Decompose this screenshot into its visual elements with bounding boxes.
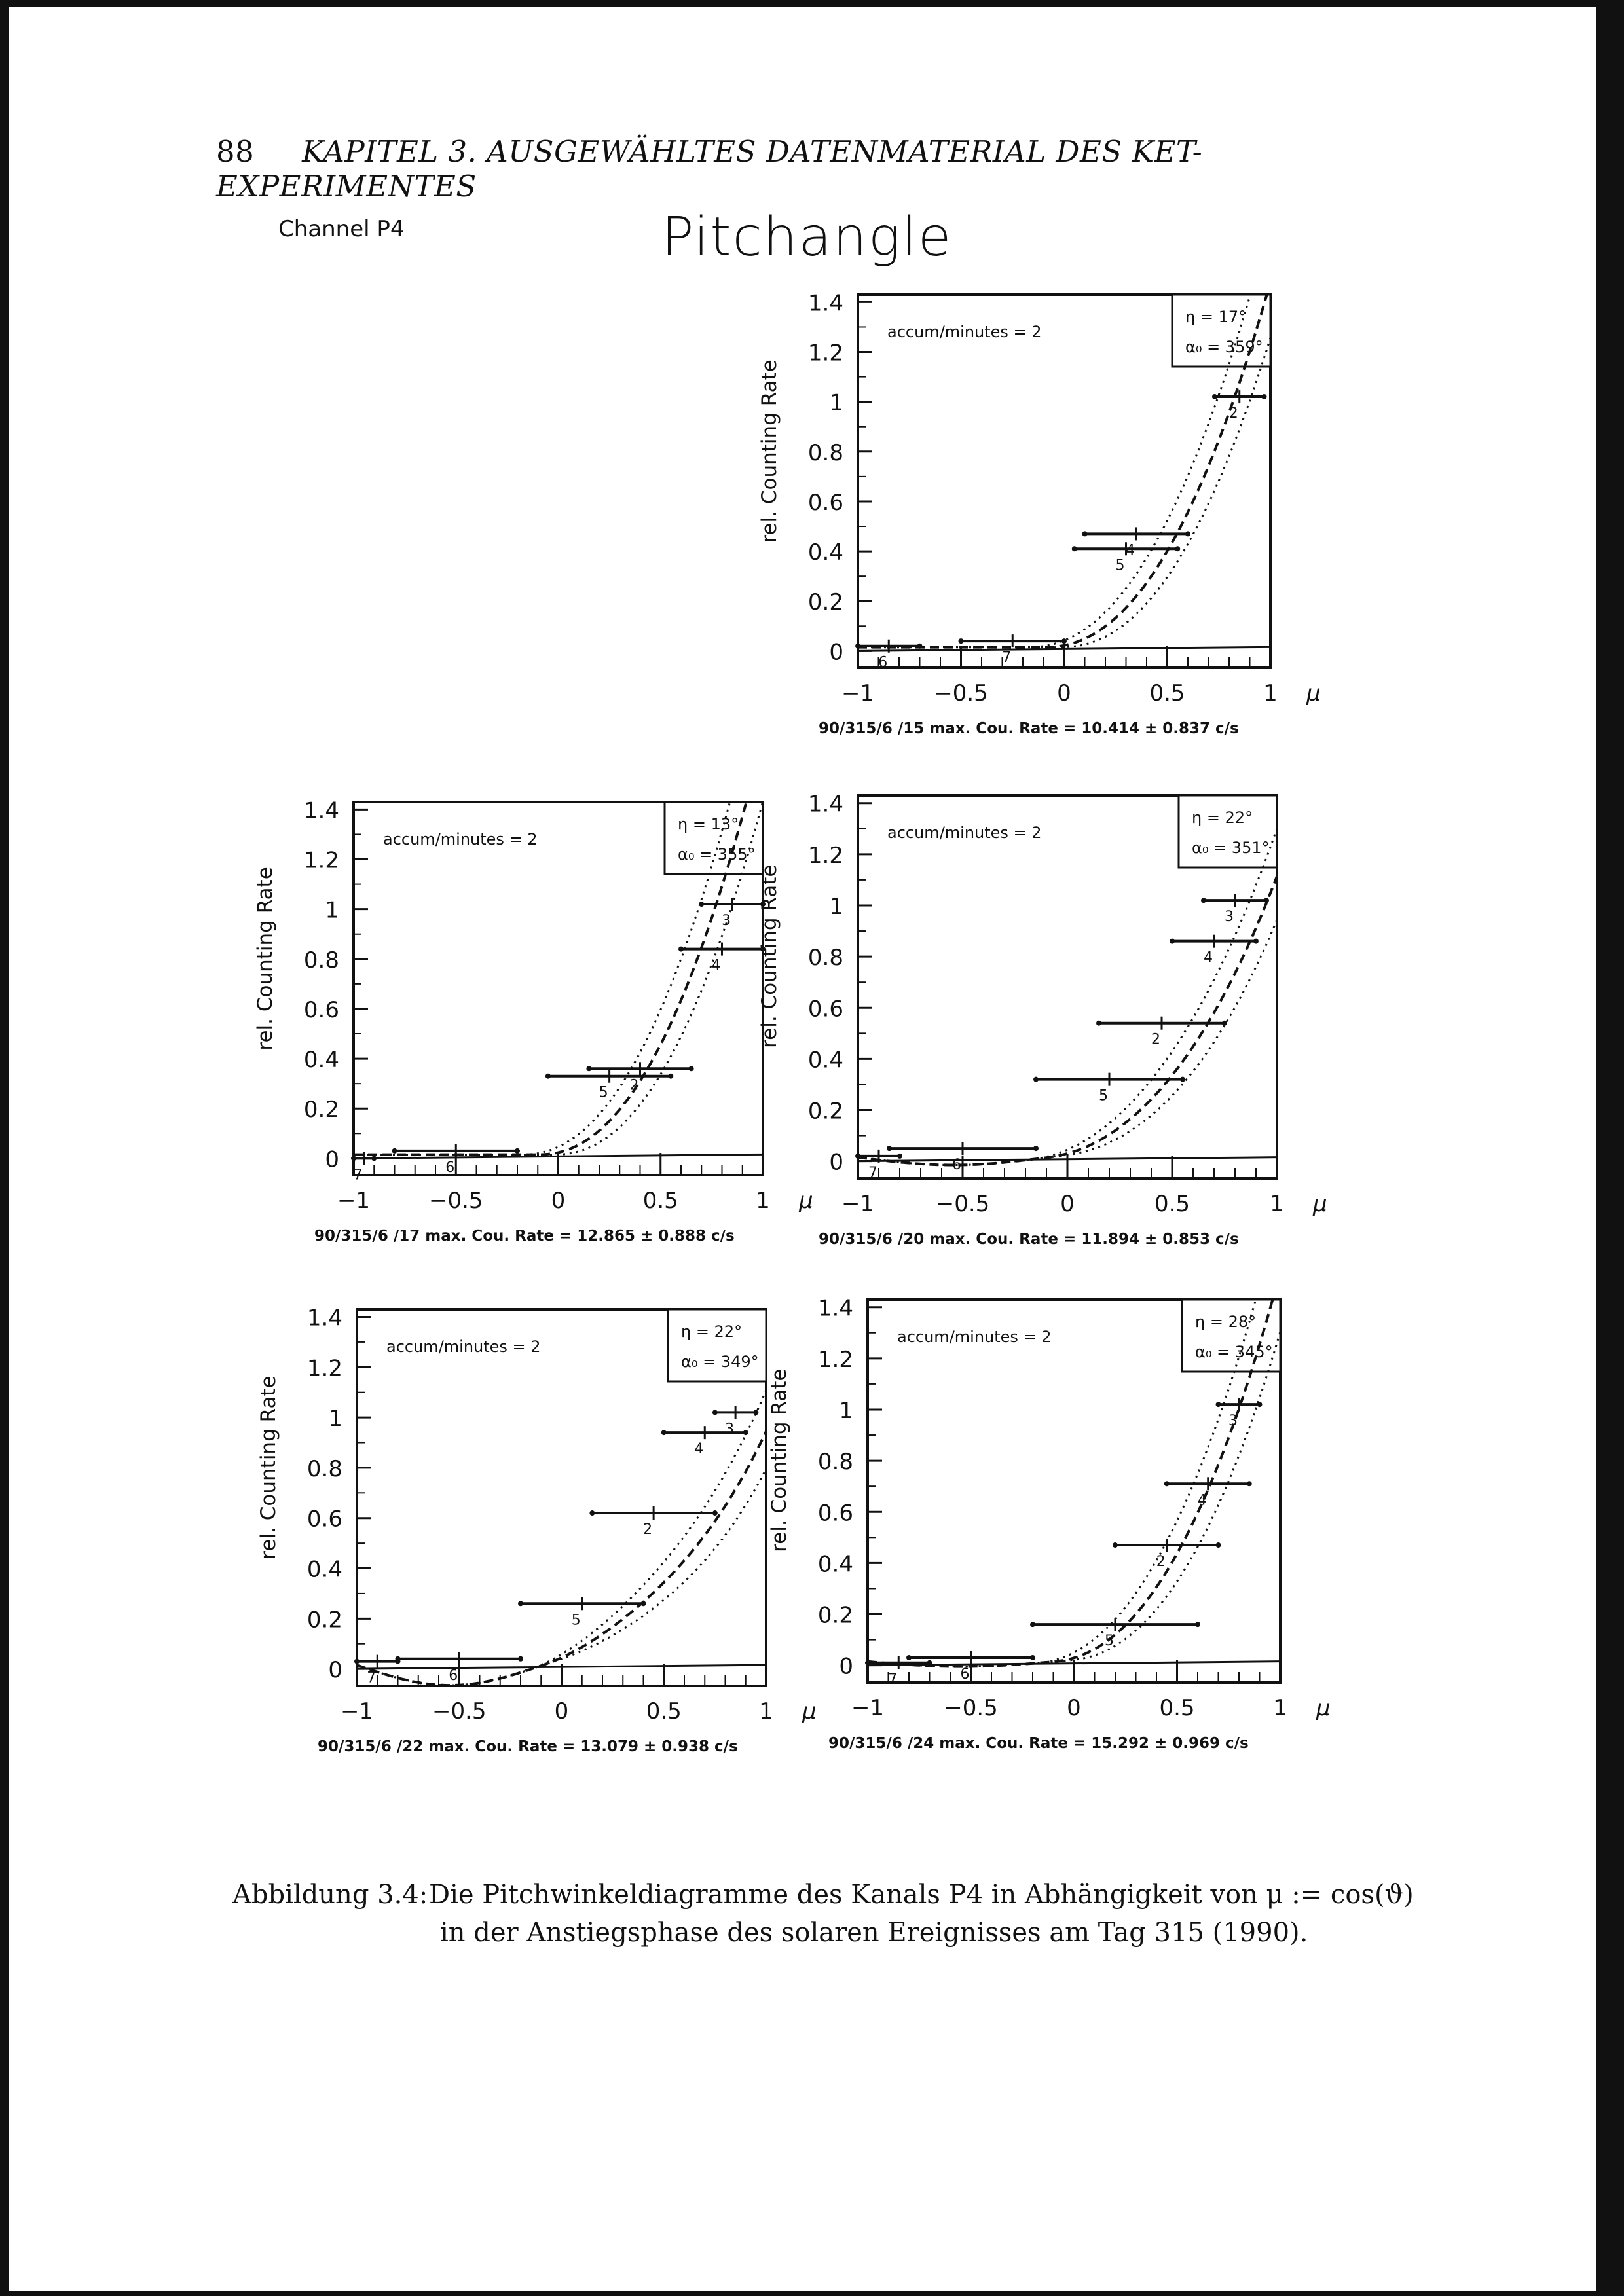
error-bar-cap bbox=[743, 1430, 748, 1435]
data-point-5 bbox=[1033, 1073, 1185, 1104]
error-bar-cap bbox=[354, 1659, 360, 1664]
y-tick-label: 0 bbox=[829, 1149, 843, 1176]
point-label: 5 bbox=[1099, 1087, 1108, 1104]
data-point-5 bbox=[1030, 1618, 1200, 1649]
y-tick-label: 1.2 bbox=[807, 340, 843, 367]
data-point-4 bbox=[1170, 935, 1259, 966]
fit-curve-upper bbox=[354, 668, 763, 1155]
point-label: 2 bbox=[1228, 405, 1238, 422]
error-bar-cap bbox=[1201, 898, 1206, 903]
y-tick-label: 0.4 bbox=[807, 1047, 843, 1074]
y-tick-label: 1 bbox=[325, 897, 339, 924]
data-point-2 bbox=[1212, 390, 1267, 422]
x-tick-label: 0 bbox=[1060, 1191, 1075, 1217]
y-tick-label: 1.4 bbox=[807, 290, 843, 317]
point-label: 7 bbox=[888, 1671, 898, 1688]
point-label: 6 bbox=[878, 654, 888, 671]
y-tick-label: 0.8 bbox=[807, 945, 843, 972]
error-bar-cap bbox=[699, 902, 704, 907]
point-label: 4 bbox=[1126, 542, 1135, 559]
fit-curve-main bbox=[354, 737, 763, 1155]
x-tick-label: 0 bbox=[554, 1698, 569, 1724]
x-tick-label: 0 bbox=[551, 1188, 566, 1214]
channel-label: Channel P4 bbox=[278, 216, 405, 242]
error-bar-cap bbox=[712, 1510, 718, 1516]
error-bar-cap bbox=[1030, 1655, 1035, 1660]
point-label: 3 bbox=[1228, 1413, 1238, 1430]
data-point-2 bbox=[1113, 1539, 1221, 1570]
error-bar-cap bbox=[518, 1656, 523, 1662]
y-axis-label: rel. Counting Rate bbox=[758, 864, 781, 1048]
chart-panel-top bbox=[758, 221, 1321, 737]
error-bar-cap bbox=[668, 1074, 673, 1079]
panel-footer: 90/315/6 /15 max. Cou. Rate = 10.414 ± 0.837 c/s bbox=[819, 720, 1239, 737]
error-bar-cap bbox=[678, 947, 684, 952]
y-tick-label: 1 bbox=[839, 1397, 853, 1424]
data-point-3 bbox=[1216, 1398, 1263, 1429]
caption-line-1: Die Pitchwinkeldiagramme des Kanals P4 in Abhängigkeit von μ := cos(ϑ) bbox=[429, 1880, 1414, 1910]
y-tick-label: 0.2 bbox=[306, 1607, 342, 1633]
point-label: 6 bbox=[960, 1666, 970, 1683]
y-tick-label: 0.4 bbox=[303, 1047, 339, 1074]
x-axis-label: μ bbox=[799, 1188, 813, 1214]
y-axis-label: rel. Counting Rate bbox=[758, 359, 781, 543]
y-tick-label: 0.8 bbox=[817, 1449, 853, 1476]
y-tick-label: 0.2 bbox=[303, 1097, 339, 1123]
y-tick-label: 0.2 bbox=[807, 589, 843, 616]
fit-curve-upper bbox=[868, 1206, 1280, 1666]
alpha-label: α₀ = 355° bbox=[678, 845, 756, 864]
eta-label: η = 13° bbox=[678, 815, 739, 833]
y-tick-label: 1.2 bbox=[306, 1355, 342, 1382]
error-bar-cap bbox=[689, 1066, 694, 1071]
x-axis-label: μ bbox=[1306, 680, 1321, 706]
point-label: 7 bbox=[1002, 649, 1012, 666]
data-point-4 bbox=[1082, 527, 1191, 558]
point-label: 2 bbox=[629, 1077, 639, 1094]
error-bar-cap bbox=[712, 1410, 718, 1415]
y-tick-label: 1 bbox=[328, 1406, 342, 1432]
panel-footer: 90/315/6 /24 max. Cou. Rate = 15.292 ± 0.969 c/s bbox=[828, 1735, 1249, 1752]
point-label: 7 bbox=[353, 1167, 363, 1184]
x-tick-label: −0.5 bbox=[428, 1188, 483, 1214]
data-point-7 bbox=[351, 1152, 377, 1183]
fit-curve-lower bbox=[858, 920, 1277, 1165]
y-tick-label: 1.4 bbox=[306, 1305, 342, 1332]
fit-curve-lower bbox=[858, 338, 1270, 647]
error-bar-cap bbox=[586, 1066, 591, 1071]
error-bar-cap bbox=[1257, 1402, 1263, 1407]
alpha-label: α₀ = 351° bbox=[1192, 839, 1270, 857]
error-bar-cap bbox=[545, 1074, 551, 1079]
y-tick-label: 0.4 bbox=[807, 539, 843, 566]
y-tick-label: 0 bbox=[829, 639, 843, 666]
x-axis-label: μ bbox=[1316, 1695, 1331, 1721]
data-point-6 bbox=[855, 640, 923, 671]
y-tick-label: 0.6 bbox=[306, 1506, 342, 1533]
y-axis-label: rel. Counting Rate bbox=[767, 1368, 791, 1552]
error-bar-cap bbox=[906, 1655, 912, 1660]
error-bar-cap bbox=[1180, 1077, 1185, 1082]
data-point-4 bbox=[661, 1426, 748, 1457]
x-tick-label: 1 bbox=[1273, 1695, 1287, 1721]
panel-footer: 90/315/6 /17 max. Cou. Rate = 12.865 ± 0.888 c/s bbox=[314, 1228, 735, 1245]
chart-panel-middle-left bbox=[253, 668, 813, 1245]
error-bar-cap bbox=[753, 1410, 758, 1415]
x-axis-label: μ bbox=[802, 1698, 817, 1724]
panel-footer: 90/315/6 /20 max. Cou. Rate = 11.894 ± 0.853 c/s bbox=[819, 1231, 1239, 1248]
error-bar-cap bbox=[959, 638, 964, 644]
point-label: 6 bbox=[449, 1667, 458, 1684]
y-tick-label: 1.4 bbox=[817, 1295, 853, 1322]
error-bar-cap bbox=[396, 1656, 401, 1662]
figure-title: Pitchangle bbox=[661, 206, 953, 268]
x-tick-label: −0.5 bbox=[944, 1695, 998, 1721]
error-bar-cap bbox=[1222, 1021, 1227, 1026]
x-tick-label: −0.5 bbox=[934, 680, 988, 706]
y-tick-label: 0.4 bbox=[306, 1556, 342, 1583]
data-point-3 bbox=[699, 898, 766, 929]
error-bar-cap bbox=[661, 1430, 667, 1435]
error-bar-cap bbox=[1113, 1542, 1118, 1548]
error-bar-cap bbox=[897, 1154, 902, 1159]
accum-label: accum/minutes = 2 bbox=[897, 1328, 1052, 1346]
x-tick-label: −1 bbox=[851, 1695, 885, 1721]
x-tick-label: −0.5 bbox=[935, 1191, 990, 1217]
x-tick-label: 0.5 bbox=[1159, 1695, 1195, 1721]
error-bar-cap bbox=[371, 1156, 377, 1161]
point-label: 5 bbox=[599, 1084, 608, 1101]
y-tick-label: 1.4 bbox=[807, 791, 843, 818]
chart-panel-bottom-right bbox=[767, 1206, 1331, 1752]
x-tick-label: −1 bbox=[841, 1191, 875, 1217]
accum-label: accum/minutes = 2 bbox=[887, 323, 1042, 341]
chart-panel-middle-right bbox=[758, 792, 1327, 1248]
fit-curve-lower bbox=[357, 1469, 766, 1685]
error-bar-cap bbox=[1033, 1146, 1039, 1151]
y-tick-label: 1.2 bbox=[817, 1346, 853, 1373]
error-bar-cap bbox=[1033, 1077, 1039, 1082]
x-axis-label: μ bbox=[1313, 1191, 1327, 1217]
error-bar-cap bbox=[1216, 1542, 1221, 1548]
error-bar-cap bbox=[855, 644, 860, 649]
point-label: 7 bbox=[367, 1669, 377, 1686]
x-tick-label: 1 bbox=[759, 1698, 773, 1724]
caption-line-2: in der Anstiegsphase des solaren Ereignisses am Tag 315 (1990). bbox=[440, 1918, 1308, 1948]
y-tick-label: 1.2 bbox=[807, 842, 843, 869]
page-number: 88 bbox=[216, 134, 255, 169]
x-tick-label: 1 bbox=[1263, 680, 1278, 706]
x-tick-label: −1 bbox=[841, 680, 875, 706]
y-tick-label: 0.6 bbox=[817, 1500, 853, 1527]
y-tick-label: 0 bbox=[839, 1653, 853, 1680]
caption-label: Abbildung 3.4: bbox=[232, 1880, 428, 1910]
x-tick-label: 0.5 bbox=[642, 1188, 678, 1214]
data-point-4 bbox=[678, 943, 766, 974]
error-bar-cap bbox=[1216, 1402, 1221, 1407]
x-tick-label: 0 bbox=[1067, 1695, 1081, 1721]
x-tick-label: −1 bbox=[337, 1188, 371, 1214]
error-bar-cap bbox=[1082, 531, 1088, 536]
error-bar-cap bbox=[917, 644, 923, 649]
error-bar-cap bbox=[887, 1146, 892, 1151]
point-label: 6 bbox=[952, 1157, 961, 1174]
y-tick-label: 0.2 bbox=[817, 1602, 853, 1629]
x-tick-label: 1 bbox=[756, 1188, 770, 1214]
chart-panel-bottom-left bbox=[257, 1305, 817, 1756]
fit-curve-main bbox=[858, 877, 1277, 1165]
x-tick-label: −1 bbox=[340, 1698, 374, 1724]
eta-label: η = 17° bbox=[1185, 308, 1247, 326]
error-bar-cap bbox=[1072, 546, 1077, 551]
y-axis-label: rel. Counting Rate bbox=[257, 1376, 280, 1559]
error-bar-cap bbox=[392, 1148, 397, 1154]
point-label: 4 bbox=[1197, 1492, 1207, 1509]
point-label: 4 bbox=[711, 957, 721, 974]
error-bar-cap bbox=[1262, 394, 1267, 399]
point-label: 3 bbox=[1225, 909, 1234, 926]
y-axis-label: rel. Counting Rate bbox=[253, 867, 277, 1051]
error-bar-cap bbox=[1061, 638, 1067, 644]
error-bar-cap bbox=[351, 1156, 356, 1161]
error-bar-cap bbox=[865, 1660, 870, 1666]
error-bar-cap bbox=[1175, 546, 1180, 551]
y-tick-label: 0.8 bbox=[306, 1455, 342, 1482]
y-tick-label: 0.4 bbox=[817, 1551, 853, 1578]
x-tick-label: 0.5 bbox=[1149, 680, 1185, 706]
point-label: 3 bbox=[725, 1421, 735, 1438]
y-tick-label: 1.4 bbox=[303, 797, 339, 824]
y-tick-label: 0 bbox=[328, 1657, 342, 1684]
error-bar-cap bbox=[641, 1601, 646, 1606]
point-label: 4 bbox=[694, 1441, 704, 1458]
point-label: 4 bbox=[1204, 949, 1213, 966]
point-label: 5 bbox=[571, 1612, 581, 1629]
x-tick-label: −0.5 bbox=[432, 1698, 487, 1724]
figure-caption bbox=[232, 1876, 1464, 1952]
y-tick-label: 0.8 bbox=[807, 439, 843, 466]
error-bar-cap bbox=[1195, 1622, 1200, 1627]
error-bar-cap bbox=[855, 1154, 860, 1159]
eta-label: η = 28° bbox=[1195, 1313, 1257, 1331]
fit-curve-upper bbox=[858, 829, 1277, 1165]
x-tick-label: 0.5 bbox=[646, 1698, 682, 1724]
y-tick-label: 1.2 bbox=[303, 847, 339, 874]
error-bar-cap bbox=[1247, 1481, 1252, 1486]
point-label: 7 bbox=[868, 1164, 877, 1181]
error-bar-cap bbox=[1096, 1021, 1101, 1026]
point-label: 2 bbox=[1151, 1031, 1160, 1048]
error-bar-cap bbox=[518, 1601, 523, 1606]
point-label: 2 bbox=[643, 1522, 653, 1539]
running-title: KAPITEL 3. AUSGEWÄHLTES DATENMATERIAL DES KET-EXPERIMENTES bbox=[216, 134, 1203, 204]
point-label: 2 bbox=[1156, 1554, 1166, 1571]
data-point-5 bbox=[518, 1597, 646, 1628]
accum-label: accum/minutes = 2 bbox=[887, 824, 1042, 842]
error-bar-cap bbox=[927, 1660, 932, 1666]
accum-label: accum/minutes = 2 bbox=[386, 1338, 541, 1356]
x-tick-label: 1 bbox=[1270, 1191, 1284, 1217]
point-label: 6 bbox=[445, 1159, 455, 1176]
error-bar-cap bbox=[1212, 394, 1217, 399]
alpha-label: α₀ = 359° bbox=[1185, 338, 1263, 356]
data-point-2 bbox=[589, 1506, 718, 1538]
fit-curve-main bbox=[357, 1431, 766, 1685]
point-label: 5 bbox=[1105, 1633, 1114, 1650]
error-bar-cap bbox=[1253, 939, 1259, 944]
fit-curve-lower bbox=[868, 1332, 1280, 1666]
eta-label: η = 22° bbox=[681, 1322, 743, 1341]
error-bar-cap bbox=[1164, 1481, 1170, 1486]
point-label: 3 bbox=[722, 913, 731, 930]
y-tick-label: 0.2 bbox=[807, 1098, 843, 1125]
point-label: 5 bbox=[1115, 557, 1125, 574]
x-tick-label: 0.5 bbox=[1154, 1191, 1190, 1217]
error-bar-cap bbox=[589, 1510, 595, 1516]
y-tick-label: 0 bbox=[325, 1146, 339, 1173]
error-bar-cap bbox=[1185, 531, 1190, 536]
error-bar-cap bbox=[515, 1148, 520, 1154]
error-bar-cap bbox=[1170, 939, 1175, 944]
error-bar-cap bbox=[1264, 898, 1269, 903]
y-tick-label: 0.6 bbox=[807, 996, 843, 1023]
x-tick-label: 0 bbox=[1057, 680, 1071, 706]
y-tick-label: 1 bbox=[829, 390, 843, 416]
y-tick-label: 1 bbox=[829, 893, 843, 920]
alpha-label: α₀ = 345° bbox=[1195, 1343, 1273, 1361]
eta-label: η = 22° bbox=[1192, 809, 1253, 827]
panel-footer: 90/315/6 /22 max. Cou. Rate = 13.079 ± 0.938 c/s bbox=[318, 1738, 738, 1755]
error-bar-cap bbox=[1030, 1622, 1035, 1627]
fit-curve-upper bbox=[858, 221, 1270, 647]
y-tick-label: 0.6 bbox=[807, 489, 843, 516]
alpha-label: α₀ = 349° bbox=[681, 1353, 759, 1371]
y-tick-label: 0.8 bbox=[303, 947, 339, 974]
accum-label: accum/minutes = 2 bbox=[383, 830, 538, 848]
y-tick-label: 0.6 bbox=[303, 996, 339, 1023]
